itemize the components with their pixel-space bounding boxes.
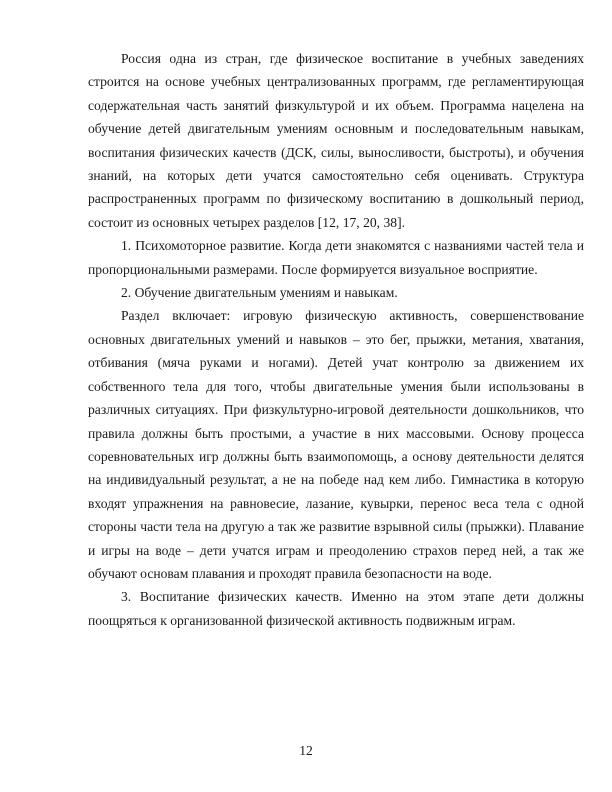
body-text bbox=[88, 47, 584, 632]
paragraph-psychomotor: 1. Психомоторное развитие. Когда дети знакомятся с названиями частей тела и пропорциональными размерами. После формируется визуальное восприятие. bbox=[88, 238, 584, 277]
paragraph-intro: Россия одна из стран, где физическое воспитание в учебных заведениях строится на основе учебных централизованных программ, где регламентирующая содержательная часть занятий физкультурой и их объем. Программа нацелена на обучение детей двигательным умениям основным и последовательным навыкам, воспитания физических качеств (ДСК, силы, выносливости, быстроты), и обучения знаний, на которых дети учатся самостоятельно себя оценивать. Структура распространенных программ по физическому воспитанию в дошкольный период, состоит из основных четырех разделов [12, 17, 20, 38]. bbox=[88, 51, 584, 230]
paragraph-section-description: Раздел включает: игровую физическую активность, совершенствование основных двигательных умений и навыков – это бег, прыжки, метания, хватания, отбивания (мяча руками и ногами). Детей учат контролю за движением их собственного тела для того, чтобы двигательные умения были использованы в различных ситуациях. При физкультурно-игровой деятельности дошкольников, что правила должны быть простыми, а участие в них массовыми. Основу процесса соревновательных игр должны быть взаимопомощь, а основу деятельности делятся на индивидуальный результат, а не на победе над кем либо. Гимнастика в которую входят упражнения на равновесие, лазание, кувырки, перенос веса тела с одной стороны части тела на другую а так же развитие взрывной силы (прыжки). Плавание и игры на воде – дети учатся играм и преодолению страхов перед ней, а так же обучают основам плавания и проходят правила безопасности на воде. bbox=[88, 308, 584, 581]
page-number: 12 bbox=[299, 743, 313, 758]
paragraph-physical-qualities: 3. Воспитание физических качеств. Именно на этом этапе дети должны поощряться к организованной физической активность подвижным играм. bbox=[88, 589, 584, 628]
paragraph-motor-skills-heading: 2. Обучение двигательным умениям и навыкам. bbox=[121, 285, 398, 301]
